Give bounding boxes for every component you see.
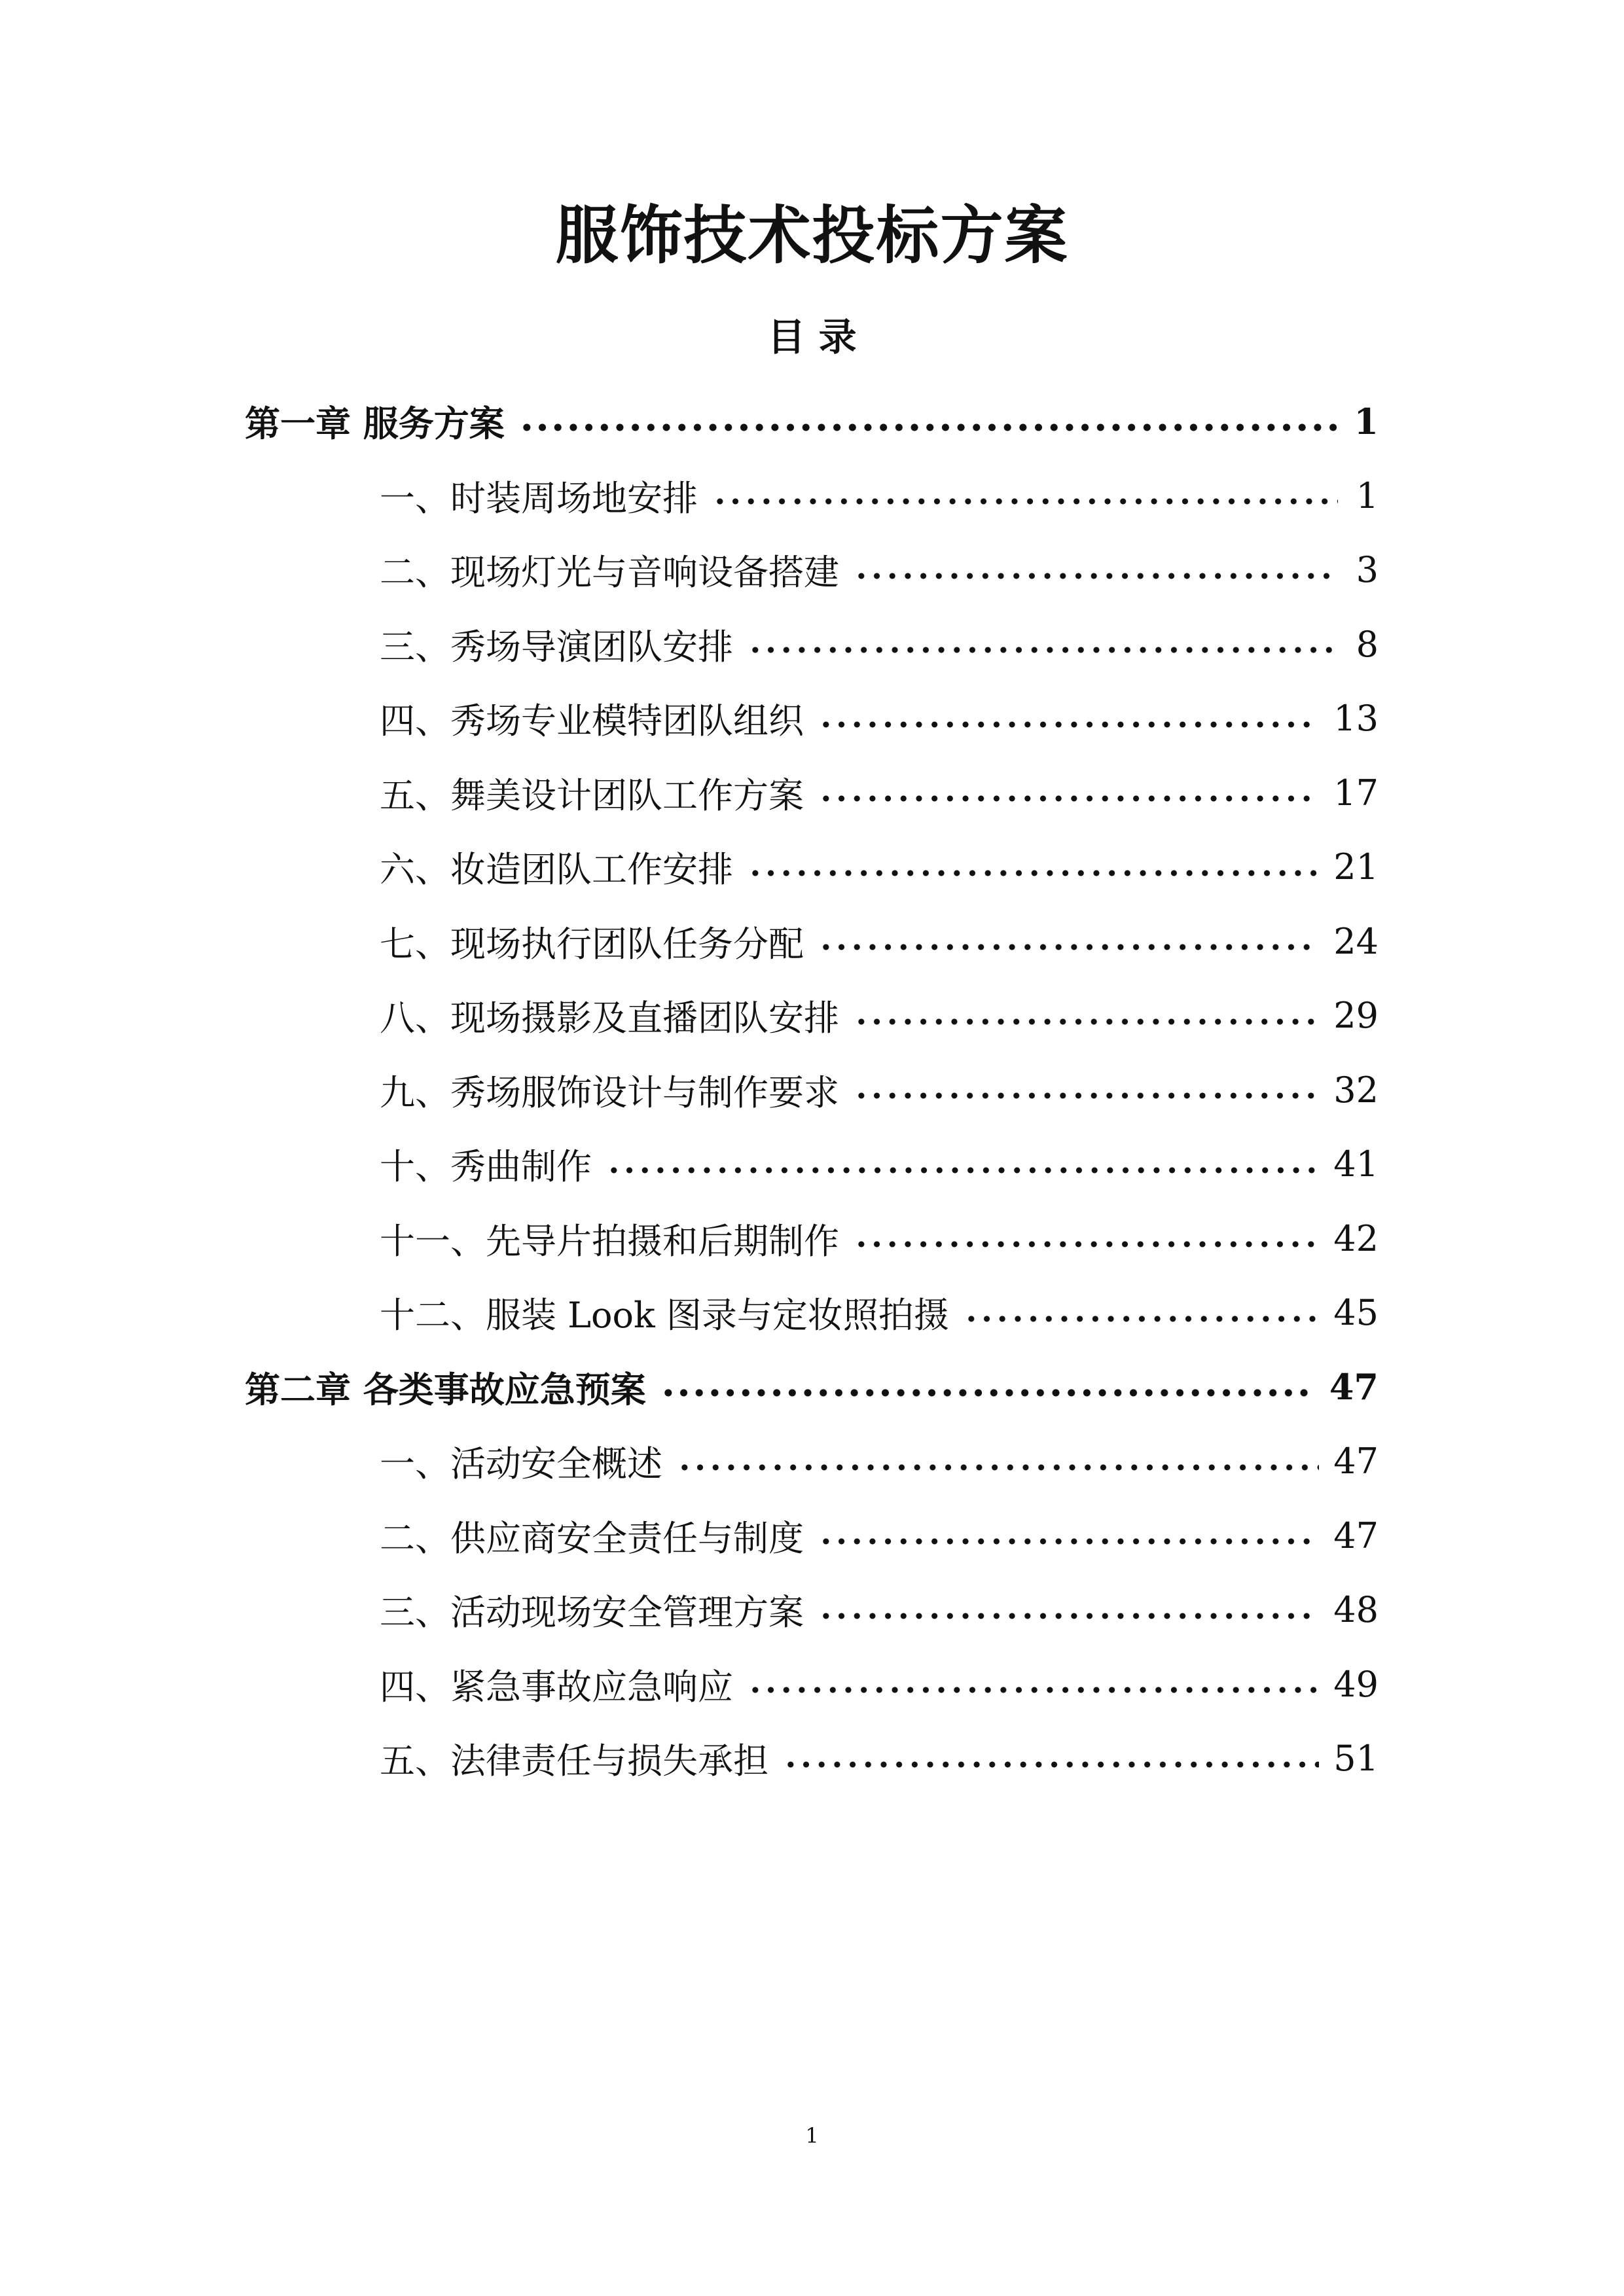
dot-leader bbox=[818, 1609, 1319, 1623]
dot-leader bbox=[854, 1089, 1319, 1102]
dot-leader bbox=[818, 718, 1319, 731]
toc-entry-page: 17 bbox=[1333, 772, 1379, 814]
toc-entry-label: 二、现场灯光与音响设备搭建 bbox=[380, 552, 839, 594]
toc-entry-page: 1 bbox=[1354, 400, 1379, 442]
toc-entry-page: 47 bbox=[1333, 1515, 1379, 1556]
toc-entry-section[interactable] bbox=[0, 978, 1624, 1053]
toc-entry-label: 十一、先导片拍摄和后期制作 bbox=[380, 1220, 839, 1262]
document-title: 服饰技术投标方案 bbox=[555, 198, 1069, 272]
dot-leader bbox=[818, 941, 1319, 954]
dot-leader bbox=[854, 1015, 1319, 1028]
toc-entry-section[interactable] bbox=[0, 681, 1624, 756]
toc-entry-page: 13 bbox=[1333, 698, 1379, 740]
toc-heading: 目 录 bbox=[767, 315, 857, 359]
toc-entry-section[interactable] bbox=[0, 533, 1624, 607]
toc-entry-chapter-1[interactable] bbox=[0, 384, 1624, 459]
dot-leader bbox=[519, 421, 1338, 434]
dot-leader bbox=[712, 495, 1338, 508]
toc-entry-section[interactable] bbox=[0, 1202, 1624, 1276]
toc-entry-label: 三、秀场导演团队安排 bbox=[380, 626, 733, 668]
toc-entry-label: 四、秀场专业模特团队组织 bbox=[380, 700, 804, 742]
toc-entry-page: 8 bbox=[1356, 623, 1379, 665]
toc-entry-page: 24 bbox=[1333, 920, 1379, 962]
dot-leader bbox=[818, 792, 1319, 805]
table-of-contents bbox=[0, 384, 1624, 1796]
toc-entry-page: 42 bbox=[1333, 1217, 1379, 1259]
dot-leader bbox=[677, 1461, 1319, 1474]
toc-entry-label: 二、供应商安全责任与制度 bbox=[380, 1517, 804, 1559]
toc-entry-page: 3 bbox=[1356, 549, 1379, 591]
toc-entry-section[interactable] bbox=[0, 1499, 1624, 1573]
toc-entry-section[interactable] bbox=[0, 607, 1624, 682]
toc-entry-section[interactable] bbox=[0, 459, 1624, 533]
toc-entry-section[interactable] bbox=[0, 756, 1624, 831]
dot-leader bbox=[964, 1312, 1319, 1325]
toc-entry-label: 五、舞美设计团队工作方案 bbox=[380, 774, 804, 816]
toc-entry-label: 十二、服装 Look 图录与定妆照拍摄 bbox=[380, 1295, 949, 1336]
dot-leader bbox=[783, 1758, 1319, 1771]
dot-leader bbox=[854, 1238, 1319, 1251]
toc-entry-label: 三、活动现场安全管理方案 bbox=[380, 1592, 804, 1634]
toc-entry-page: 1 bbox=[1356, 475, 1379, 516]
toc-entry-section[interactable] bbox=[0, 1127, 1624, 1202]
toc-entry-label: 一、时装周场地安排 bbox=[380, 477, 698, 519]
toc-entry-section[interactable] bbox=[0, 1053, 1624, 1128]
toc-entry-label: 六、妆造团队工作安排 bbox=[380, 849, 733, 891]
toc-entry-page: 45 bbox=[1333, 1292, 1379, 1334]
toc-entry-page: 32 bbox=[1333, 1069, 1379, 1111]
dot-leader bbox=[748, 1683, 1319, 1696]
dot-leader bbox=[854, 569, 1338, 583]
toc-entry-page: 21 bbox=[1333, 846, 1379, 888]
toc-entry-section[interactable] bbox=[0, 1721, 1624, 1796]
dot-leader bbox=[606, 1164, 1319, 1177]
toc-entry-chapter-2[interactable] bbox=[0, 1350, 1624, 1425]
toc-entry-page: 49 bbox=[1333, 1663, 1379, 1705]
toc-entry-section[interactable] bbox=[0, 830, 1624, 905]
page-number: 1 bbox=[805, 2123, 819, 2148]
toc-entry-section[interactable] bbox=[0, 1573, 1624, 1647]
toc-entry-page: 47 bbox=[1329, 1366, 1379, 1408]
toc-entry-label: 五、法律责任与损失承担 bbox=[380, 1740, 768, 1782]
toc-entry-section[interactable] bbox=[0, 905, 1624, 979]
toc-entry-section[interactable] bbox=[0, 1647, 1624, 1722]
toc-entry-label: 十、秀曲制作 bbox=[380, 1146, 592, 1188]
toc-entry-page: 51 bbox=[1333, 1738, 1379, 1780]
dot-leader bbox=[748, 867, 1319, 880]
toc-entry-label: 九、秀场服饰设计与制作要求 bbox=[380, 1071, 839, 1113]
toc-entry-label: 第一章 服务方案 bbox=[245, 403, 505, 445]
toc-entry-page: 47 bbox=[1333, 1441, 1379, 1482]
toc-entry-page: 29 bbox=[1333, 995, 1379, 1037]
toc-entry-label: 一、活动安全概述 bbox=[380, 1443, 662, 1485]
dot-leader bbox=[660, 1386, 1315, 1399]
dot-leader bbox=[748, 643, 1338, 656]
toc-entry-label: 七、现场执行团队任务分配 bbox=[380, 923, 804, 965]
toc-entry-label: 四、紧急事故应急响应 bbox=[380, 1666, 733, 1708]
toc-entry-page: 48 bbox=[1333, 1589, 1379, 1631]
toc-entry-section[interactable] bbox=[0, 1276, 1624, 1350]
toc-entry-label: 八、现场摄影及直播团队安排 bbox=[380, 997, 839, 1039]
toc-entry-page: 41 bbox=[1333, 1143, 1379, 1185]
dot-leader bbox=[818, 1535, 1319, 1548]
toc-entry-section[interactable] bbox=[0, 1424, 1624, 1499]
toc-entry-label: 第二章 各类事故应急预案 bbox=[245, 1368, 646, 1410]
